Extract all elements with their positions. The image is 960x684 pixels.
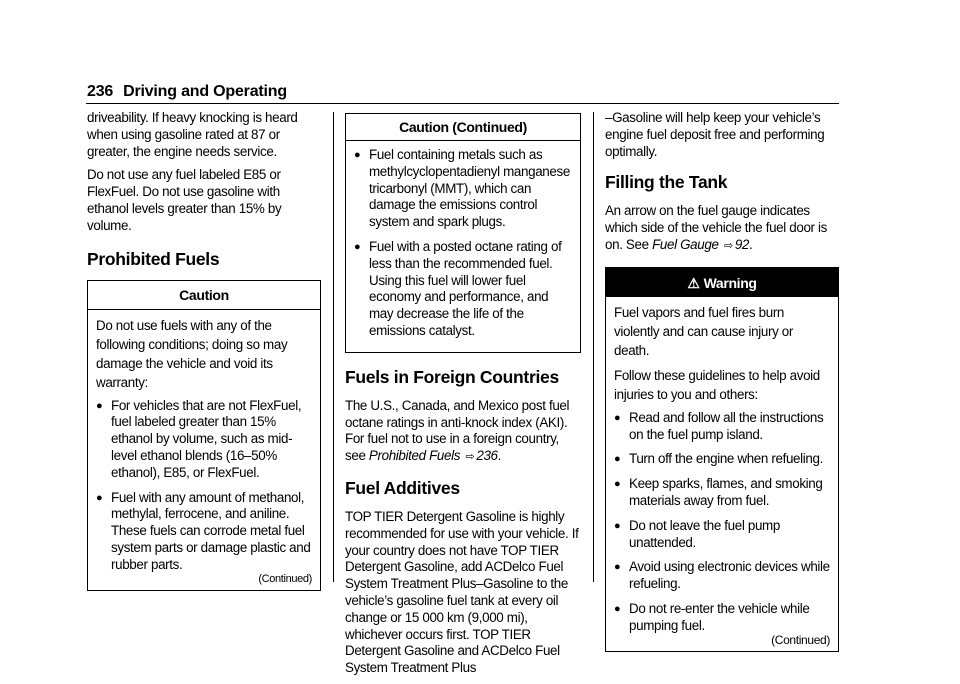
list-item: ● Fuel with any amount of methanol, methylal, ferrocene, and aniline. These fuels can corrode metal fuel system parts or damage plastic and rubber parts.: [96, 489, 311, 572]
bullet-icon: ●: [96, 491, 103, 504]
bullet-icon: ●: [96, 399, 103, 412]
bullet-icon: ●: [614, 602, 621, 615]
link-fuel-gauge[interactable]: Fuel Gauge: [652, 236, 719, 252]
column-2: [345, 113, 581, 684]
warning-text: Fuel vapors and fuel fires burn violently and can cause injury or death.: [614, 304, 793, 358]
page-ref[interactable]: 92: [734, 236, 750, 252]
list-item: ● Read and follow all the instructions on the fuel pump island.: [614, 409, 824, 442]
column-divider-1: [333, 112, 334, 582]
bullet-icon: ●: [614, 411, 621, 424]
list-item: ● Keep sparks, flames, and smoking materials away from fuel.: [614, 476, 823, 508]
bullet-icon: ●: [354, 149, 361, 161]
list-item: ● Do not leave the fuel pump unattended.: [614, 517, 780, 550]
list-item: ● Fuel with a posted octane rating of less than the recommended fuel. Using this fuel will lower fuel economy and performance, and may decrease the life of the emissions catalyst.: [354, 238, 562, 338]
caution-continued-box: [345, 113, 581, 353]
continued-label: (Continued): [771, 632, 830, 647]
bullet-icon: ●: [614, 561, 621, 574]
continued-label: (Continued): [258, 572, 312, 585]
column-3: [605, 110, 839, 652]
header-rule: [86, 103, 839, 104]
paragraph-foreign: The U.S., Canada, and Mexico post fuel octane ratings in anti-knock index (AKI). For fuel not to use in a foreign country, see Prohibited Fuels ⇨ 236.: [345, 397, 570, 464]
page-number: 236: [87, 83, 114, 100]
column-1: [87, 110, 321, 591]
heading-filling-tank: Filling the Tank: [605, 172, 728, 193]
warning-box: [605, 267, 839, 652]
column-divider-2: [593, 112, 594, 582]
heading-fuel-additives: Fuel Additives: [345, 477, 460, 498]
paragraph-e85: Do not use any fuel labeled E85 or FlexFuel. Do not use gasoline with ethanol levels greater than 15% by volume.: [87, 167, 282, 233]
list-item: ● For vehicles that are not FlexFuel, fuel labeled greater than 15% ethanol by volume, such as mid-level ethanol blends (16–50% ethanol), E85, or FlexFuel.: [96, 397, 302, 480]
caution-box: [87, 280, 321, 591]
caution-continued-title: Caution (Continued): [346, 114, 580, 141]
heading-prohibited-fuels: Prohibited Fuels: [87, 248, 220, 269]
page-ref[interactable]: 236: [476, 448, 498, 464]
bullet-icon: ●: [614, 453, 621, 466]
list-item: ● Avoid using electronic devices while refueling.: [614, 559, 830, 592]
list-item: ● Do not re-enter the vehicle while pumping fuel.: [614, 600, 810, 633]
bullet-icon: ●: [614, 519, 621, 532]
list-item: ● Turn off the engine when refueling.: [614, 451, 823, 467]
warning-title-bar: ⚠ Warning: [606, 268, 838, 297]
caution-title: Caution: [88, 281, 320, 310]
page-header: [87, 83, 839, 105]
list-item: ● Fuel containing metals such as methylcyclopentadienyl manganese tricarbonyl (MMT), which can damage the emissions control system and spark plugs.: [354, 147, 570, 230]
paragraph-gasoline: –Gasoline will help keep your vehicle’s engine fuel deposit free and performing optimally.: [605, 110, 825, 159]
section-title: Driving and Operating: [123, 83, 287, 100]
page-ref-icon: ⇨: [465, 451, 475, 464]
page-ref-icon: ⇨: [723, 239, 733, 252]
bullet-icon: ●: [614, 478, 621, 491]
link-prohibited-fuels[interactable]: Prohibited Fuels: [368, 448, 461, 464]
paragraph-additives: TOP TIER Detergent Gasoline is highly recommended for use with your vehicle. If your country does not have TOP TIER Detergent Gasoline, add ACDelco Fuel System Treatment Plus–Gasoline to the vehicle’s gasoline fuel tank at every oil change or 15 000 km (9,000 mi), whichever occurs first. TOP TIER Detergent Gasoline and ACDelco Fuel System Treatment Plus: [345, 508, 579, 676]
bullet-icon: ●: [354, 240, 361, 253]
paragraph-driveability: driveability. If heavy knocking is heard when using gasoline rated at 87 or greater, the engine needs service.: [87, 110, 298, 159]
warning-icon: ⚠: [687, 274, 700, 291]
heading-foreign-countries: Fuels in Foreign Countries: [345, 366, 559, 387]
paragraph-arrow: An arrow on the fuel gauge indicates which side of the vehicle the fuel door is on. See Fuel Gauge ⇨ 92.: [605, 203, 828, 252]
warning-text: Follow these guidelines to help avoid injuries to you and others:: [614, 367, 820, 402]
caution-text: Do not use fuels with any of the following conditions; doing so may damage the vehicle and void its warranty:: [96, 317, 288, 390]
